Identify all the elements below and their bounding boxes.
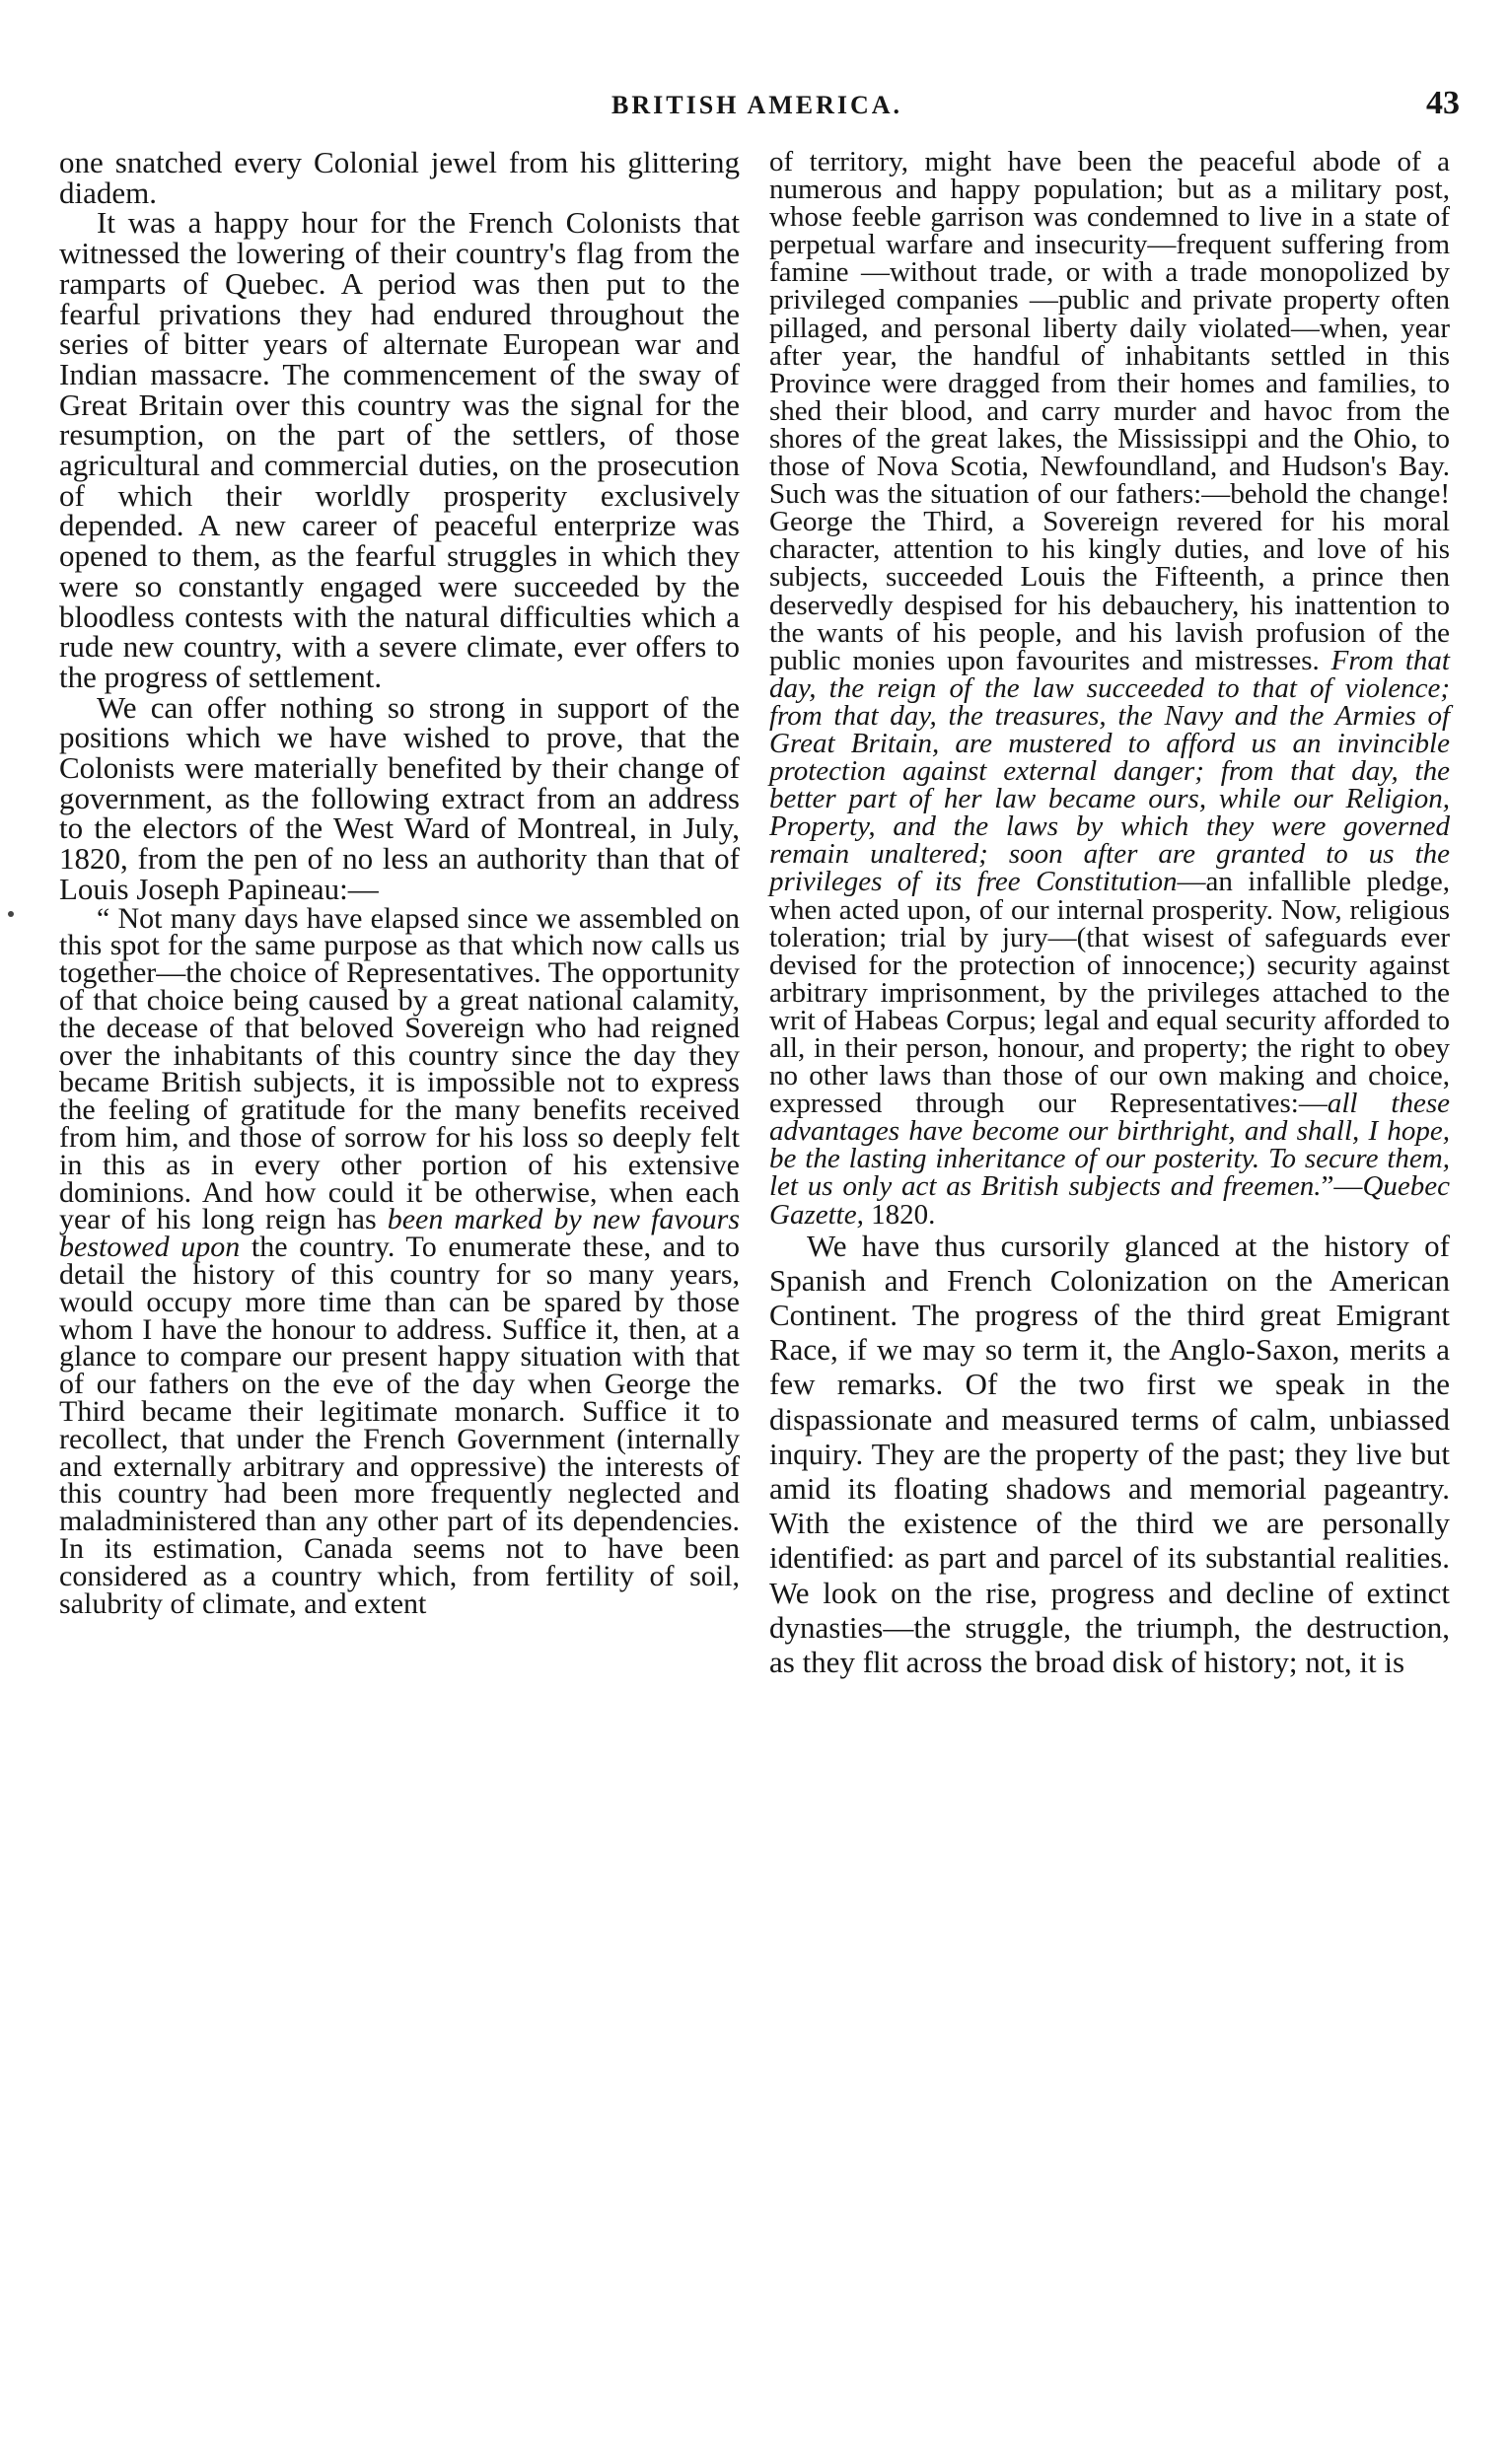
quote-year: 1820.	[863, 1198, 936, 1231]
extract-text-2-italic: From that day, the reign of the law succeeded to that of violence; from that day, the treasures, the Navy and the Armies of Great Britain, are mustered to afford us an invincible protection against external danger; from that day, the better part of her law became ours, while our Religion, Property, and the laws by which they were governed remain unaltered; soon after are granted to us the privileges of its free Constitution	[769, 644, 1450, 898]
page-number: 43	[1426, 85, 1460, 121]
quote-text-a: “ Not many days have elapsed since we assembled on this spot for the same purpose as that which now calls us together—the choice of Representatives. The opportunity of that choice being caused by a great national calamity, the decease of that beloved Sovereign who had reigned over the inhabitants of this country since the day they became British subjects, it is impossible not to express the feeling of gratitude for the many benefits received from him, and those of sorrow for his loss so deeply felt in this as in every other portion of his extensive dominions. And how could it be otherwise, when each year of his long reign has	[59, 901, 740, 1236]
paragraph-continuation: one snatched every Colonial jewel from his glittering diadem.	[59, 145, 740, 210]
quote-source-italic: Quebec Gazette,	[769, 1170, 1450, 1231]
right-column	[769, 148, 1450, 1679]
extract-text-3: —an infallible pledge, when acted upon, of our internal prosperity. Now, religious toleration; trial by jury—(that wisest of safeguards ever devised for the protection of innocence;) security against arbitrary imprisonment, by the privileges attached to the writ of Habeas Corpus; legal and equal security afforded to all, in their person, honour, and property; the right to obey no other laws than those of our own making and choice, expressed through our Representatives:—	[769, 866, 1450, 1120]
running-head	[49, 85, 1460, 130]
papineau-quote	[59, 901, 740, 1620]
extract-text-4-italic: all these advantages have become our birthright, and shall, I hope, be the lasting inheritance of our posterity. To secure them, let us only act as British subjects and freemen.	[769, 1088, 1451, 1203]
paragraph-anglo-saxon: We have thus cursorily glanced at the history of Spanish and French Colonization on the American Continent. The progress of the third great Emigrant Race, if we may so term it, the Anglo-Saxon, merits a few remarks. Of the two first we speak in the dispassionate and measured terms of calm, unbiassed inquiry. They are the property of the past; they live but amid its floating shadows and memorial pageantry. With the existence of the third we are personally identified: as part and parcel of its substantial realities. We look on the rise, progress and decline of extinct dynasties—the struggle, the triumph, the destruction, as they flit across the broad disk of history; not, it is	[769, 1228, 1450, 1680]
quote-continuation	[769, 148, 1450, 1229]
quote-text-c: the country. To enumerate these, and to detail the history of this country for so many years, would occupy more time than can be spared by those whom I have the honour to address. Suffice it, then, at a glance to compare our present happy situation with that of our fathers on the eve of the day when George the Third became their legitimate monarch. Suffice it to recollect, that under the French Government (internally and externally arbitrary and oppressive) the interests of this country had been more frequently neglected and maladministered than any other part of its dependencies. In its estimation, Canada seems not to have been considered as a country which, from fertility of soil, salubrity of climate, and extent	[59, 1231, 740, 1620]
margin-mark	[8, 911, 14, 917]
extract-text-5: ”—	[1321, 1170, 1363, 1203]
paragraph-papineau-intro: We can offer nothing so strong in support of the positions which we have wished to prove, that the Colonists were materially benefited by their change of government, as the following extract from an address to the electors of the West Ward of Montreal, in July, 1820, from the pen of no less an authority than that of Louis Joseph Papineau:—	[59, 689, 740, 906]
quote-text-b-italic: been marked by new favours bestowed upon	[59, 1203, 740, 1264]
left-column	[59, 145, 740, 1620]
extract-text-1: of territory, might have been the peaceful abode of a numerous and happy population; but as a military post, whose feeble garrison was condemned to live in a state of perpetual warfare and insecurity—frequent suffering from famine —without trade, or with a trade monopolized by privileged companies —public and private property often pillaged, and personal liberty daily violated—when, year after year, the handful of inhabitants settled in this Province were dragged from their homes and families, to shed their blood, and carry murder and havoc from the shores of the great lakes, the Mississippi and the Ohio, to those of Nova Scotia, Newfoundland, and Hudson's Bay. Such was the situation of our fathers:—behold the change! George the Third, a Sovereign revered for his moral character, attention to his kingly duties, and love of his subjects, succeeded Louis the Fifteenth, a prince then deservedly despised for his debauchery, his inattention to the wants of his people, and his lavish profusion of the public monies upon favourites and mistresses.	[769, 146, 1450, 676]
running-title: BRITISH AMERICA.	[611, 91, 903, 119]
paragraph-french-colonists: It was a happy hour for the French Colonists that witnessed the lowering of their country's flag from the ramparts of Quebec. A period was then put to the fearful privations they had endured throughout the series of bitter years of alternate European war and Indian massacre. The commencement of the sway of Great Britain over this country was the signal for the resumption, on the part of the settlers, of those agricultural and commercial duties, on the prosecution of which their worldly prosperity exclusively depended. A new career of peaceful enterprize was opened to them, as the fearful struggles in which they were so constantly engaged were succeeded by the bloodless contests with the natural difficulties which a rude new country, with a severe climate, ever offers to the progress of settlement.	[59, 205, 740, 694]
